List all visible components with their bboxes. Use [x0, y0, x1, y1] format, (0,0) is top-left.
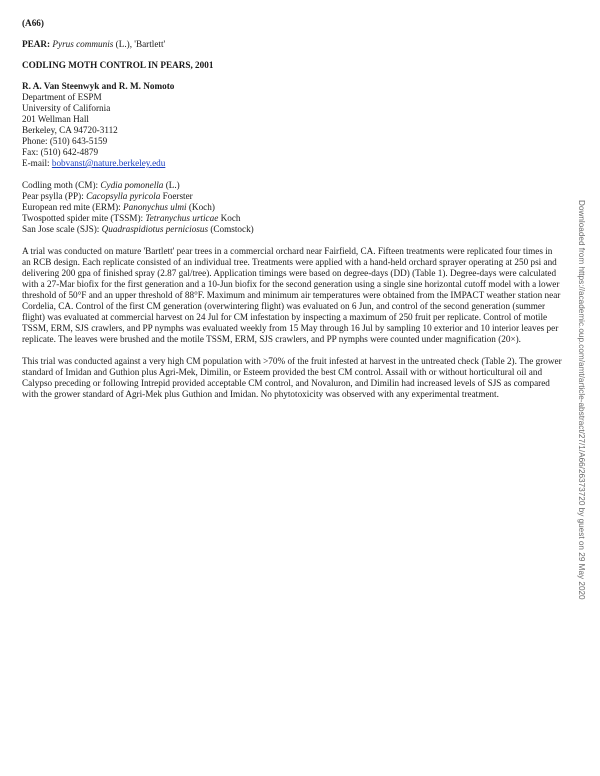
article-id: (A66) — [22, 18, 44, 28]
pest-line — [22, 180, 562, 191]
pest-common-name: Codling moth (CM): — [22, 180, 99, 190]
pest-line — [22, 191, 562, 202]
pest-common-name: Twospotted spider mite (TSSM): — [22, 213, 144, 223]
pest-author: Foerster — [162, 191, 193, 201]
pest-author: Koch — [220, 213, 241, 223]
email-link[interactable]: bobvanst@nature.berkeley.edu — [51, 158, 166, 168]
pest-species: Panonychus ulmi — [123, 202, 187, 212]
crop-species: Pyrus communis — [52, 39, 114, 49]
results-paragraph: This trial was conducted against a very high CM population with >70% of the fruit infested at harvest in the untreated check (Table 2). The grower standard of Imidan and Guthion plus Agri-Mek, Dimilin, or Esteem provided the best CM control. Assail with or without horticultural oil and Calypso preceding or following Intrepid provided acceptable CM control, and Novaluron, and Dimilin had increased levels of SJS as compared with the grower standard of Agri-Mek plus Guthion and Imidan. No phytotoxicity was observed with any experimental treatment. — [22, 356, 562, 399]
pest-line — [22, 202, 562, 213]
authors: R. A. Van Steenwyk and R. M. Nomoto — [22, 81, 175, 91]
pest-line — [22, 224, 562, 235]
affiliation-line: Department of ESPM — [22, 92, 102, 102]
pest-species: Cydia pomonella — [100, 180, 164, 190]
download-watermark: Downloaded from https://academic.oup.com/amt/article-abstract/27/1/A66/26373720 by guest on 29 May 2020 — [577, 200, 586, 600]
pest-common-name: Pear psylla (PP): — [22, 191, 84, 201]
crop-line — [22, 39, 562, 50]
pest-author: (Comstock) — [210, 224, 254, 234]
pest-species: Cacopsylla pyricola — [86, 191, 161, 201]
pest-species: Quadraspidiotus perniciosus — [101, 224, 209, 234]
affiliation-line: University of California — [22, 103, 111, 113]
methods-paragraph: A trial was conducted on mature 'Bartlett' pear trees in a commercial orchard near Fairfield, CA. Fifteen treatments were replicated four times in an RCB design. Each replicate consisted of an individual tree. Treatments were applied with a hand-held orchard sprayer operating at 250 psi and delivering 200 gpa of finished spray (2.87 gal/tree). Application timings were based on degree-days (DD) (Table 1). Degree-days were calculated with a 27-Mar biofix for the first generation and a 10-Jun biofix for the second generation using a single sine horizontal cutoff model with a lower threshold of 50°F and an upper threshold of 88°F. Maximum and minimum air temperatures were obtained from the IMPACT weather station near Cordelia, CA. Control of the first CM generation (overwintering flight) was evaluated on 6 Jun, and control of the second generation (summer flight) was evaluated at commercial harvest on 24 Jul for CM infestation by inspecting a maximum of 250 fruit per replicate. Control of motile TSSM, ERM, SJS crawlers, and PP nymphs was evaluated weekly from 15 May through 16 Jul by sampling 10 exterior and 10 interior leaves per replicate. The leaves were brushed and the motile TSSM, ERM, SJS crawlers, and PP nymphs were counted under magnification (20×). — [22, 246, 561, 344]
affiliation-line: Berkeley, CA 94720-3112 — [22, 125, 118, 135]
pest-species: Tetranychus urticae — [145, 213, 219, 223]
article-title: CODLING MOTH CONTROL IN PEARS, 2001 — [22, 60, 214, 70]
affiliation-line: 201 Wellman Hall — [22, 114, 89, 124]
pest-author: (Koch) — [188, 202, 215, 212]
crop-cultivar: (L.), 'Bartlett' — [115, 39, 166, 49]
pest-author: (L.) — [165, 180, 180, 190]
crop-label: PEAR: — [22, 39, 51, 49]
pest-common-name: European red mite (ERM): — [22, 202, 121, 212]
article-page — [22, 18, 562, 400]
affiliation-line: Fax: (510) 642-4879 — [22, 147, 99, 157]
pest-common-name: San Jose scale (SJS): — [22, 224, 100, 234]
pest-line — [22, 213, 562, 224]
email-line — [22, 158, 562, 169]
affiliation-line: Phone: (510) 643-5159 — [22, 136, 108, 146]
email-label: E-mail: — [22, 158, 50, 168]
